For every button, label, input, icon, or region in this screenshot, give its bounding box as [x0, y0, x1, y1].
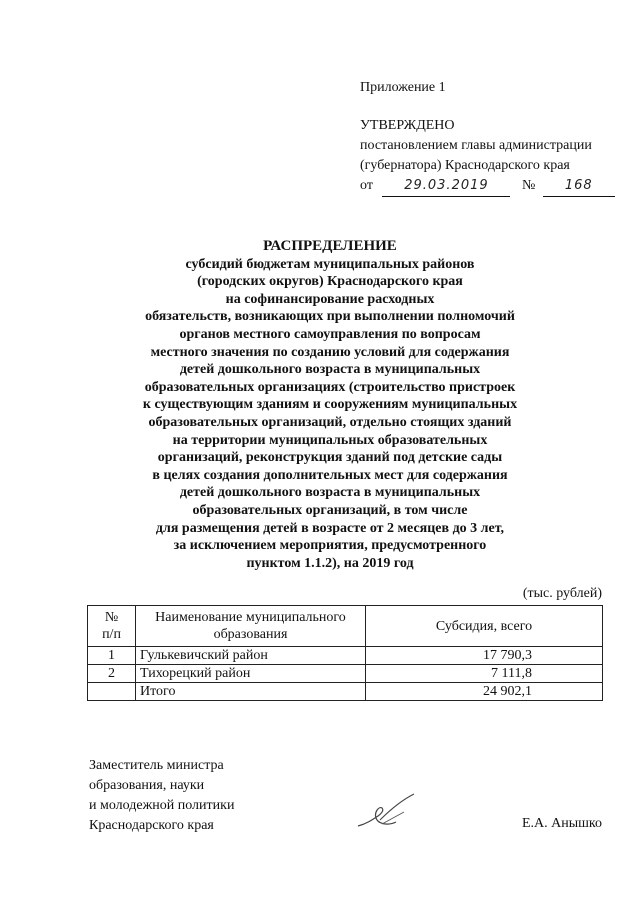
approval-number: 168 [543, 176, 615, 197]
table-header-row [88, 606, 603, 647]
title-line: образовательных организаций, отдельно стоящих зданий [148, 414, 512, 430]
header-subsidy: Субсидия, всего [366, 606, 603, 647]
position-line: образования, науки [89, 778, 205, 793]
signatory-position [89, 756, 234, 836]
distribution-table [87, 605, 603, 701]
approval-date: 29.03.2019 [382, 176, 510, 197]
title-line: за исключением мероприятия, предусмотренного [173, 538, 487, 554]
position-line: Краснодарского края [89, 818, 214, 833]
document-title [40, 238, 620, 572]
position-line: Заместитель министра [89, 758, 224, 773]
title-line: местного значения по созданию условий для содержания [150, 344, 510, 360]
title-line: образовательных организаций, в том числе [192, 502, 468, 518]
approval-date-row [360, 176, 615, 197]
title-line: организаций, реконструкция зданий под детские сады [157, 450, 503, 466]
units-label: (тыс. рублей) [522, 586, 602, 601]
approved-label: УТВЕРЖДЕНО [360, 118, 455, 133]
row-num: 1 [88, 647, 136, 665]
header-name [136, 606, 366, 647]
total-amount: 24 902,1 [366, 683, 603, 701]
handwritten-signature [352, 790, 422, 839]
title-line: детей дошкольного возраста в муниципальных [179, 485, 481, 501]
title-line: на территории муниципальных образовательных [172, 432, 488, 448]
signature-scribble [352, 790, 422, 834]
row-amount: 17 790,3 [366, 647, 603, 665]
title-line: (городских округов) Краснодарского края [197, 274, 463, 290]
title-line: субсидий бюджетам муниципальных районов [185, 256, 475, 272]
from-label: от [360, 178, 373, 193]
total-label: Итого [136, 683, 366, 701]
title-line: пунктом 1.1.2), на 2019 год [246, 555, 414, 571]
row-name: Гулькевичский район [136, 647, 366, 665]
signer-name: Е.А. Анышко [521, 816, 602, 831]
table-total-row [88, 683, 603, 701]
title-line: детей дошкольного возраста в муниципальных [179, 362, 481, 378]
header-num-line-2: п/п [102, 627, 121, 642]
position-line: и молодежной политики [89, 798, 235, 813]
title-line: обязательств, возникающих при выполнении полномочий [145, 309, 515, 325]
title-line: образовательных организациях (строительство пристроек [144, 379, 516, 395]
title-line: на софинансирование расходных [225, 291, 435, 307]
header-name-line-1: Наименование муниципального [155, 610, 346, 625]
header-num-line-1: № [104, 610, 119, 625]
table-row [88, 665, 603, 683]
number-label: № [521, 178, 536, 193]
table-row [88, 647, 603, 665]
title-line: органов местного самоуправления по вопросам [179, 326, 481, 342]
title-line: в целях создания дополнительных мест для содержания [152, 467, 508, 483]
title-main: РАСПРЕДЕЛЕНИЕ [263, 238, 397, 254]
header-name-line-2: образования [213, 627, 288, 642]
total-num [88, 683, 136, 701]
row-num: 2 [88, 665, 136, 683]
row-amount: 7 111,8 [366, 665, 603, 683]
title-line: для размещения детей в возрасте от 2 месяцев до 3 лет, [155, 520, 505, 536]
approval-line-2: (губернатора) Краснодарского края [360, 158, 570, 173]
approval-line-1: постановлением главы администрации [360, 138, 592, 153]
approval-block [360, 78, 615, 197]
appendix-label: Приложение 1 [360, 80, 446, 95]
row-name: Тихорецкий район [136, 665, 366, 683]
header-num [88, 606, 136, 647]
title-line: к существующим зданиям и сооружениям муниципальных [142, 397, 518, 413]
